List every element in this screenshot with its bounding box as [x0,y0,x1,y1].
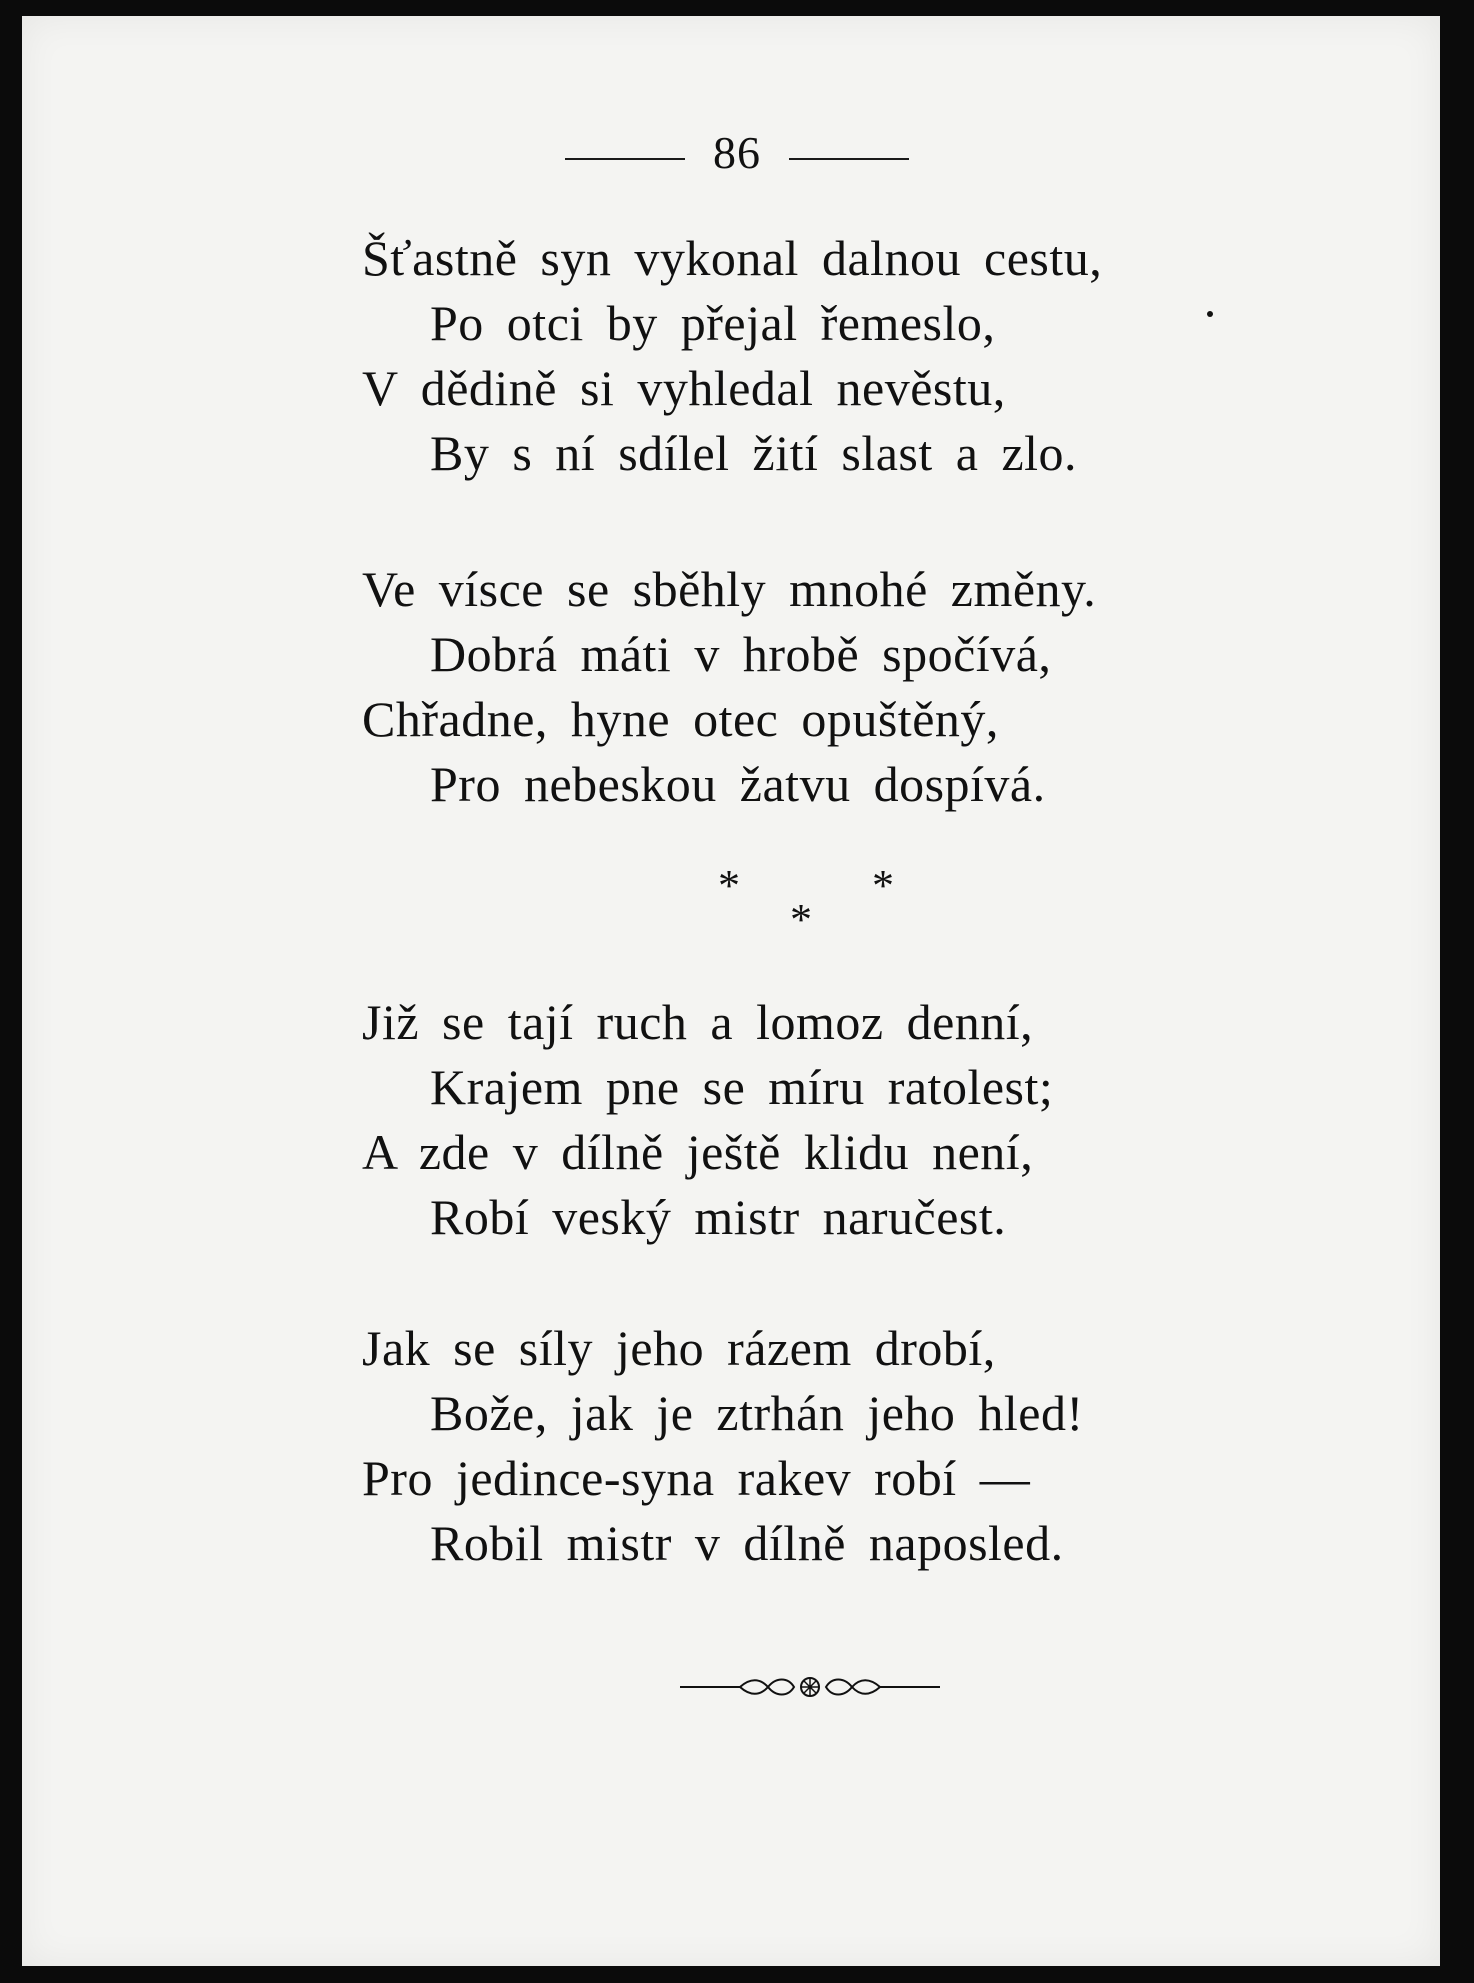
section-break [690,860,930,960]
ink-speck [1207,311,1213,317]
page-header [0,122,1474,182]
poem-line: Již se tají ruch a lomoz denní, [362,994,1034,1050]
poem-line: Pro nebeskou žatvu dospívá. [430,756,1046,812]
stanza-1 [362,226,1262,486]
asterisk-right: * [872,861,894,910]
poem-line: Robil mistr v dílně naposled. [430,1515,1064,1571]
page-number: 86 [713,126,761,178]
poem-line: By s ní sdílel žití slast a zlo. [430,425,1078,481]
stanza-3 [362,990,1262,1250]
poem-line: Chřadne, hyne otec opuštěný, [362,691,999,747]
asterisk-center: * [790,895,812,944]
left-rule [565,158,685,160]
poem-line: Dobrá máti v hrobě spočívá, [430,626,1052,682]
poem-line: Jak se síly jeho rázem drobí, [362,1320,996,1376]
poem-line: Krajem pne se míru ratolest; [430,1059,1054,1115]
right-rule [789,158,909,160]
asterisk-left: * [718,861,740,910]
stanza-2 [362,557,1262,817]
stanza-4 [362,1316,1262,1576]
poem-line: Šťastně syn vykonal dalnou cestu, [362,230,1103,286]
poem-line: Bože, jak je ztrhán jeho hled! [430,1385,1084,1441]
ornament-icon [680,1672,940,1702]
poem-line: Po otci by přejal řemeslo, [430,295,996,351]
poem-line: Robí veský mistr naručest. [430,1189,1007,1245]
poem-line: Ve vísce se sběhly mnohé změny. [362,561,1097,617]
poem-line: A zde v dílně ještě klidu není, [362,1124,1034,1180]
poem-line: Pro jedince-syna rakev robí — [362,1450,1031,1506]
poem-line: V dědině si vyhledal nevěstu, [362,360,1006,416]
